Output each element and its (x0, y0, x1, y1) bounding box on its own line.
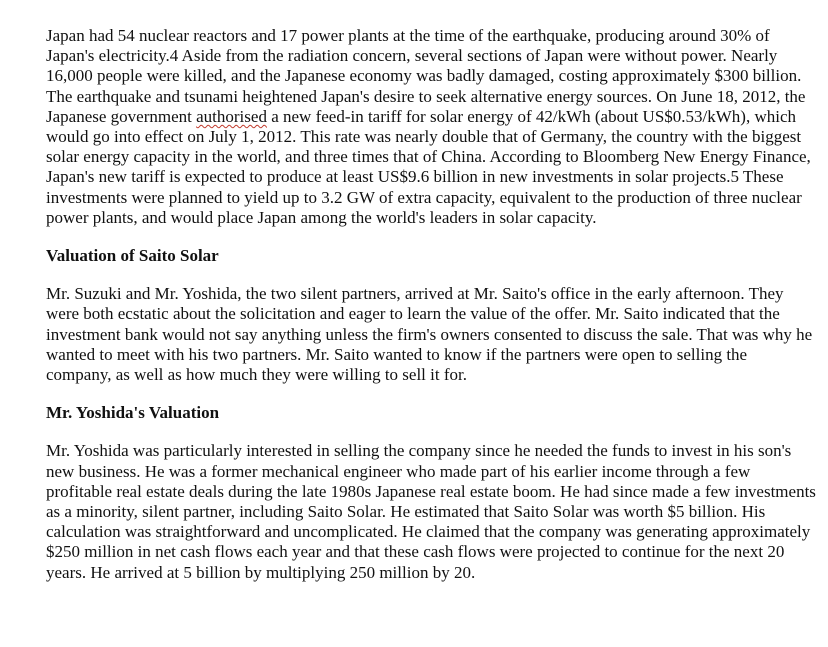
paragraph-text: Japan had 54 nuclear reactors and 17 power plants at the time of the earthquake, producing around 30% of Japan's electricity.4 Aside from the radiation concern, several sections of Japan were without power. Nearly 16,000 people were killed, and the Japanese economy was badly damaged, costing approximately $300 billion. The earthquake and tsunami heightened Japan's desire to seek alternative energy sources. On June 18, 2012, the Japanese government (46, 26, 806, 126)
paragraph-yoshida-valuation: Mr. Yoshida was particularly interested in selling the company since he needed the funds to invest in his son's new business. He was a former mechanical engineer who made part of his earlier income through a few profitable real estate deals during the late 1980s Japanese real estate boom. He had since made a few investments as a minority, silent partner, including Saito Solar. He estimated that Saito Solar was worth $5 billion. His calculation was straightforward and uncomplicated. He claimed that the company was generating approximately $250 million in net cash flows each year and that these cash flows were projected to continue for the next 20 years. He arrived at 5 billion by multiplying 250 million by 20. (46, 441, 816, 582)
paragraph-text: a new feed-in tariff for solar energy of 42/kWh (about US$0.53/kWh), which would go into effect on July 1, 2012. This rate was nearly double that of Germany, the country with the biggest solar energy capacity in the world, and three times that of China. According to Bloomberg New Energy Finance, Japan's new tariff is expected to produce at least US$9.6 billion in new investments in solar projects.5 These investments were planned to yield up to 3.2 GW of extra capacity, equivalent to the production of three nuclear power plants, and would place Japan among the world's leaders in solar capacity. (46, 106, 811, 227)
paragraph-energy-context (46, 26, 816, 228)
heading-yoshida-valuation: Mr. Yoshida's Valuation (46, 403, 220, 423)
document-page (46, 8, 816, 583)
spelling-flagged-word[interactable]: authorised (196, 106, 267, 126)
paragraph-partners-meeting: Mr. Suzuki and Mr. Yoshida, the two silent partners, arrived at Mr. Saito's office in the early afternoon. They were both ecstatic about the solicitation and eager to learn the value of the offer. Mr. Saito indicated that the investment bank would not say anything unless the firm's owners consented to discuss the sale. That was why he wanted to meet with his two partners. Mr. Saito wanted to know if the partners were open to selling the company, as well as how much they were willing to sell it for. (46, 284, 813, 385)
heading-valuation-of-saito-solar: Valuation of Saito Solar (46, 246, 219, 266)
